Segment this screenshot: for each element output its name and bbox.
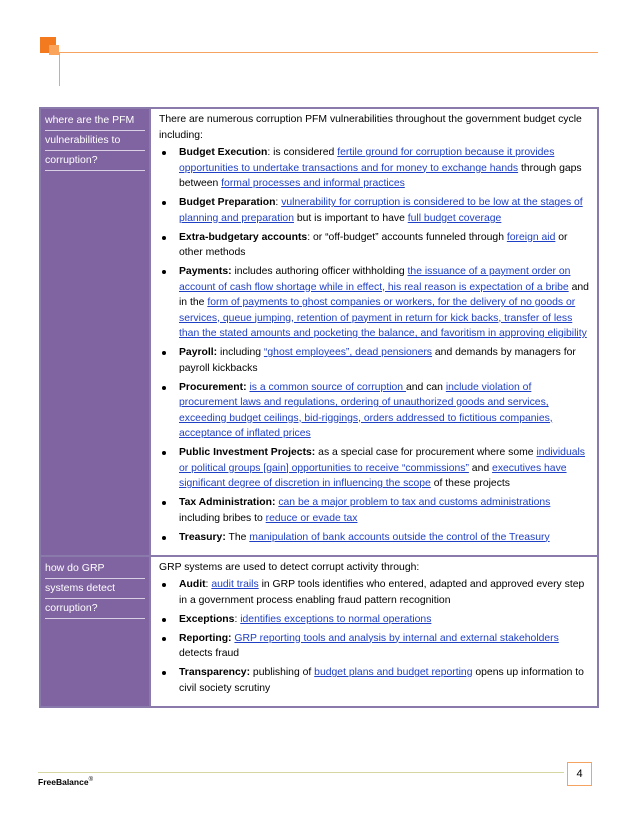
hyperlink[interactable]: can be a major problem to tax and customs administrations [278,497,551,508]
list-item [159,380,591,442]
item-heading: Public Investment Projects: [179,447,316,458]
list-item [159,631,591,662]
header-rule [58,52,598,53]
footer-brand [38,777,93,787]
item-text: of these projects [430,478,510,489]
item-heading: Exceptions [179,613,235,625]
hyperlink[interactable]: reduce or evade tax [265,512,358,524]
list-item [159,145,591,192]
item-text: or other methods [179,231,568,258]
bullet-list [159,145,591,545]
hyperlink[interactable]: vulnerability for corruption is considered to be low at the stages of planning and preparation [179,197,583,224]
hyperlink[interactable]: include violation of procurement laws and regulations, ordering of unauthorized goods and services, exceeding budget ceilings, bid-riggings, orders addressed to fictitious companies, acceptance of inflated prices [179,381,553,439]
list-item [159,230,591,261]
hyperlink[interactable]: the issuance of a payment order on account of cash flow shortage while in effect, his real reason is expectation of a bribe [179,266,571,293]
list-item [159,530,591,546]
hyperlink[interactable]: budget plans and budget reporting [314,667,473,678]
item-text: : or “off-budget” accounts funneled through [307,231,507,243]
footer-rule [38,772,564,773]
hyperlink[interactable]: GRP reporting tools and analysis by internal and external stakeholders [234,632,559,644]
item-text: but is important to have [293,212,408,224]
item-text: : [205,579,212,590]
freebalance-logo [40,37,66,63]
hyperlink[interactable]: executives have significant degree of discretion in influencing the scope [179,462,567,489]
item-text: including [217,347,264,358]
question-line: corruption? [45,153,145,171]
item-text: and can [405,381,446,393]
hyperlink[interactable]: identifies exceptions to normal operations [240,613,432,625]
list-item [159,577,591,608]
qa-table [39,107,599,708]
question-line: how do GRP [45,561,145,579]
item-text: : [275,197,282,208]
answer-intro: There are numerous corruption PFM vulnerabilities throughout the government budget cycle including: [159,114,582,141]
answer-intro: GRP systems are used to detect corrupt activity through: [159,561,420,573]
answer-cell [151,557,597,706]
hyperlink[interactable]: form of payments to ghost companies or workers, for the delivery of no goods or services, queue jumping, retention of payment in return for kick backs, transfer of less than the stated amounts and pocketing the balance, and favoritism in approving eligibility [179,297,587,339]
item-heading: Treasury: [179,531,226,543]
hyperlink[interactable]: fertile ground for corruption because it provides opportunities to undertake transactions and for money to exchange hands [179,147,555,174]
question-cell [41,557,151,706]
item-text: as a special case for procurement where some [315,447,537,458]
item-heading: Extra-budgetary accounts [179,231,308,243]
list-item [159,345,591,376]
item-text: in GRP tools identifies who entered, adapted and approved every step in a government process enabling fraud pattern recognition [179,579,585,606]
item-heading: Budget Preparation [179,197,276,208]
hyperlink[interactable]: “ghost employees”, dead pensioners [263,347,433,358]
hyperlink[interactable]: manipulation of bank accounts outside the control of the Treasury [249,531,550,543]
question-line: systems detect [45,581,145,599]
brand-name: FreeBalance [38,777,89,787]
question-line: where are the PFM [45,113,145,131]
item-heading: Payroll: [179,347,218,358]
hyperlink[interactable]: audit trails [211,579,259,590]
item-heading: Budget Execution [179,147,268,158]
item-heading: Reporting: [179,632,232,644]
item-text: detects fraud [179,648,240,659]
item-text: : is considered [267,147,338,158]
hyperlink[interactable]: foreign aid [506,231,556,243]
question-line: corruption? [45,601,145,619]
item-text: The [225,531,250,543]
list-item [159,445,591,492]
hyperlink[interactable]: full budget coverage [407,212,502,224]
item-text: and [468,462,493,474]
question-cell [41,109,151,555]
question-line: vulnerabilities to [45,133,145,151]
list-item [159,495,591,526]
logo-square-secondary [49,45,59,55]
item-text: : [234,613,241,625]
item-text: and in the [179,281,589,308]
hyperlink[interactable]: individuals or political groups [gain] opportunities to receive “commissions” [179,447,586,474]
item-heading: Tax Administration: [179,497,276,508]
hyperlink[interactable]: is a common source of corruption [249,381,406,393]
item-text: opens up information to civil society scrutiny [179,667,584,694]
item-text: through gaps between [179,162,582,189]
list-item [159,612,591,628]
item-text: publishing of [250,667,315,678]
item-text: including bribes to [179,512,266,524]
item-heading: Payments: [179,266,232,277]
registered-mark: ® [88,777,93,784]
hyperlink[interactable]: formal processes and informal practices [221,178,405,189]
item-heading: Transparency: [179,667,251,678]
list-item [159,665,591,696]
item-heading: Audit [179,579,206,590]
list-item [159,195,591,226]
answer-cell [151,109,597,555]
list-item [159,264,591,342]
table-row [41,557,597,706]
item-text: includes authoring officer withholding [231,266,408,277]
item-text: and demands by managers for payroll kickbacks [179,347,576,374]
table-row [41,109,597,557]
header-vertical-rule [59,52,60,86]
bullet-list [159,577,591,696]
item-heading: Procurement: [179,381,247,393]
page-number: 4 [567,762,592,786]
